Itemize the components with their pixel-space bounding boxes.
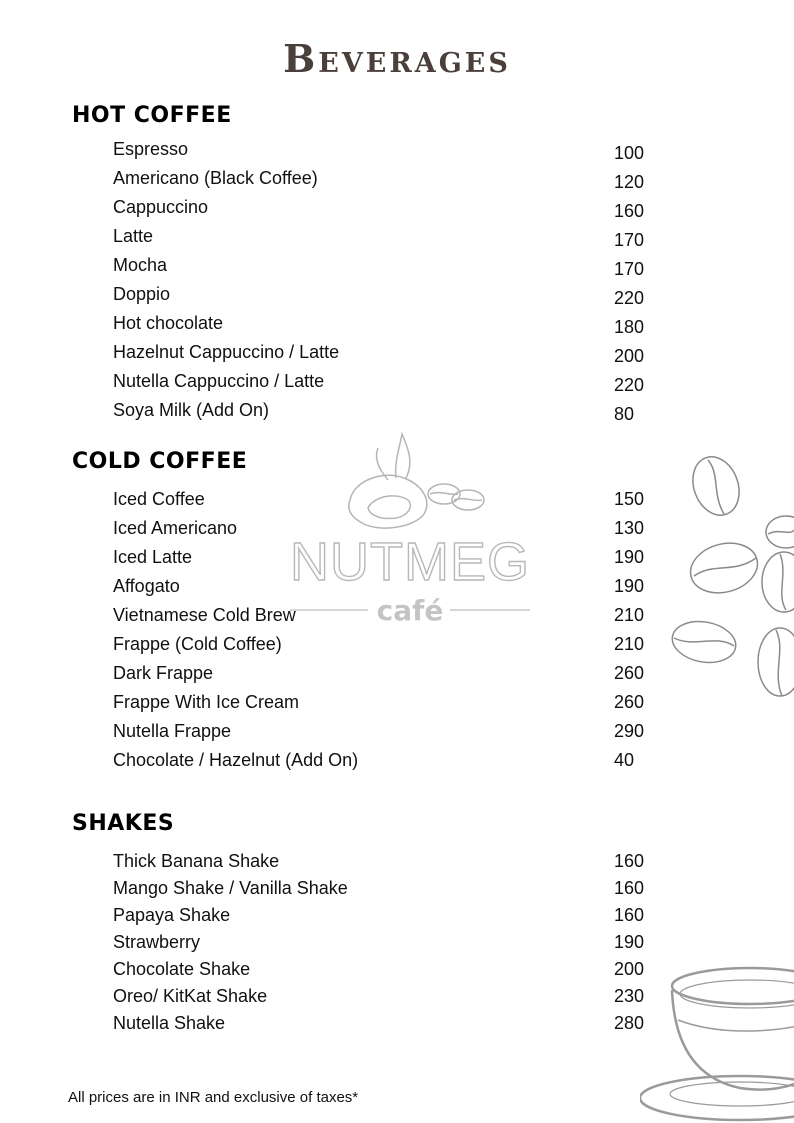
item-price: 160 bbox=[614, 878, 645, 898]
item-name: Hazelnut Cappuccino / Latte bbox=[113, 342, 340, 362]
item-name: Nutella Cappuccino / Latte bbox=[113, 371, 325, 391]
item-name: Papaya Shake bbox=[113, 905, 231, 925]
item-price: 200 bbox=[614, 346, 645, 366]
coffee-beans-illustration bbox=[668, 450, 794, 710]
item-name: Nutella Shake bbox=[113, 1013, 226, 1033]
item-name: Affogato bbox=[113, 576, 180, 596]
item-price: 130 bbox=[614, 518, 645, 538]
item-name: Doppio bbox=[113, 284, 171, 304]
item-name: Mocha bbox=[113, 255, 168, 275]
item-price: 290 bbox=[614, 721, 645, 741]
section-heading: HOT COFFEE bbox=[72, 103, 232, 128]
item-price: 120 bbox=[614, 172, 645, 192]
item-name: Mango Shake / Vanilla Shake bbox=[113, 878, 348, 898]
coffee-cup-illustration bbox=[640, 960, 794, 1123]
item-name: Latte bbox=[113, 226, 154, 246]
item-price: 180 bbox=[614, 317, 645, 337]
item-name: Iced Americano bbox=[113, 518, 238, 538]
item-price: 150 bbox=[614, 489, 645, 509]
item-name: Vietnamese Cold Brew bbox=[113, 605, 296, 625]
item-price: 190 bbox=[614, 932, 645, 952]
watermark-sub: café bbox=[376, 594, 444, 627]
item-price: 200 bbox=[614, 959, 645, 979]
item-name: Strawberry bbox=[113, 932, 201, 952]
item-name: Soya Milk (Add On) bbox=[113, 400, 270, 420]
item-price: 190 bbox=[614, 576, 645, 596]
item-price: 210 bbox=[614, 605, 645, 625]
item-price: 220 bbox=[614, 375, 645, 395]
item-name: Espresso bbox=[113, 139, 189, 159]
item-name: Thick Banana Shake bbox=[113, 851, 280, 871]
item-price: 160 bbox=[614, 905, 645, 925]
item-name: Iced Coffee bbox=[113, 489, 205, 509]
item-price: 170 bbox=[614, 259, 645, 279]
item-price: 280 bbox=[614, 1013, 645, 1033]
nutmeg-illustration-icon bbox=[349, 434, 484, 528]
item-price: 190 bbox=[614, 547, 645, 567]
item-price: 170 bbox=[614, 230, 645, 250]
section-heading: SHAKES bbox=[72, 811, 175, 836]
item-name: Frappe (Cold Coffee) bbox=[113, 634, 282, 654]
item-price: 40 bbox=[614, 750, 635, 770]
item-price: 100 bbox=[614, 143, 645, 163]
item-price: 230 bbox=[614, 986, 645, 1006]
item-name: Chocolate / Hazelnut (Add On) bbox=[113, 750, 359, 770]
item-price: 160 bbox=[614, 201, 645, 221]
item-name: Chocolate Shake bbox=[113, 959, 251, 979]
price-footnote: All prices are in INR and exclusive of taxes* bbox=[68, 1089, 359, 1106]
nutmeg-cafe-logo bbox=[284, 428, 536, 628]
item-price: 220 bbox=[614, 288, 645, 308]
item-name: Americano (Black Coffee) bbox=[113, 168, 318, 188]
item-price: 160 bbox=[614, 851, 645, 871]
item-name: Oreo/ KitKat Shake bbox=[113, 986, 268, 1006]
item-price: 80 bbox=[614, 404, 635, 424]
watermark-brand: NUTMEG bbox=[290, 532, 530, 592]
item-name: Iced Latte bbox=[113, 547, 193, 567]
item-price: 260 bbox=[614, 663, 645, 683]
item-price: 260 bbox=[614, 692, 645, 712]
item-name: Frappe With Ice Cream bbox=[113, 692, 300, 712]
section-heading: COLD COFFEE bbox=[72, 449, 248, 474]
item-name: Cappuccino bbox=[113, 197, 209, 217]
item-name: Dark Frappe bbox=[113, 663, 214, 683]
item-name: Nutella Frappe bbox=[113, 721, 232, 741]
item-name: Hot chocolate bbox=[113, 313, 224, 333]
item-price: 210 bbox=[614, 634, 645, 654]
page-title: Beverages bbox=[283, 36, 511, 81]
